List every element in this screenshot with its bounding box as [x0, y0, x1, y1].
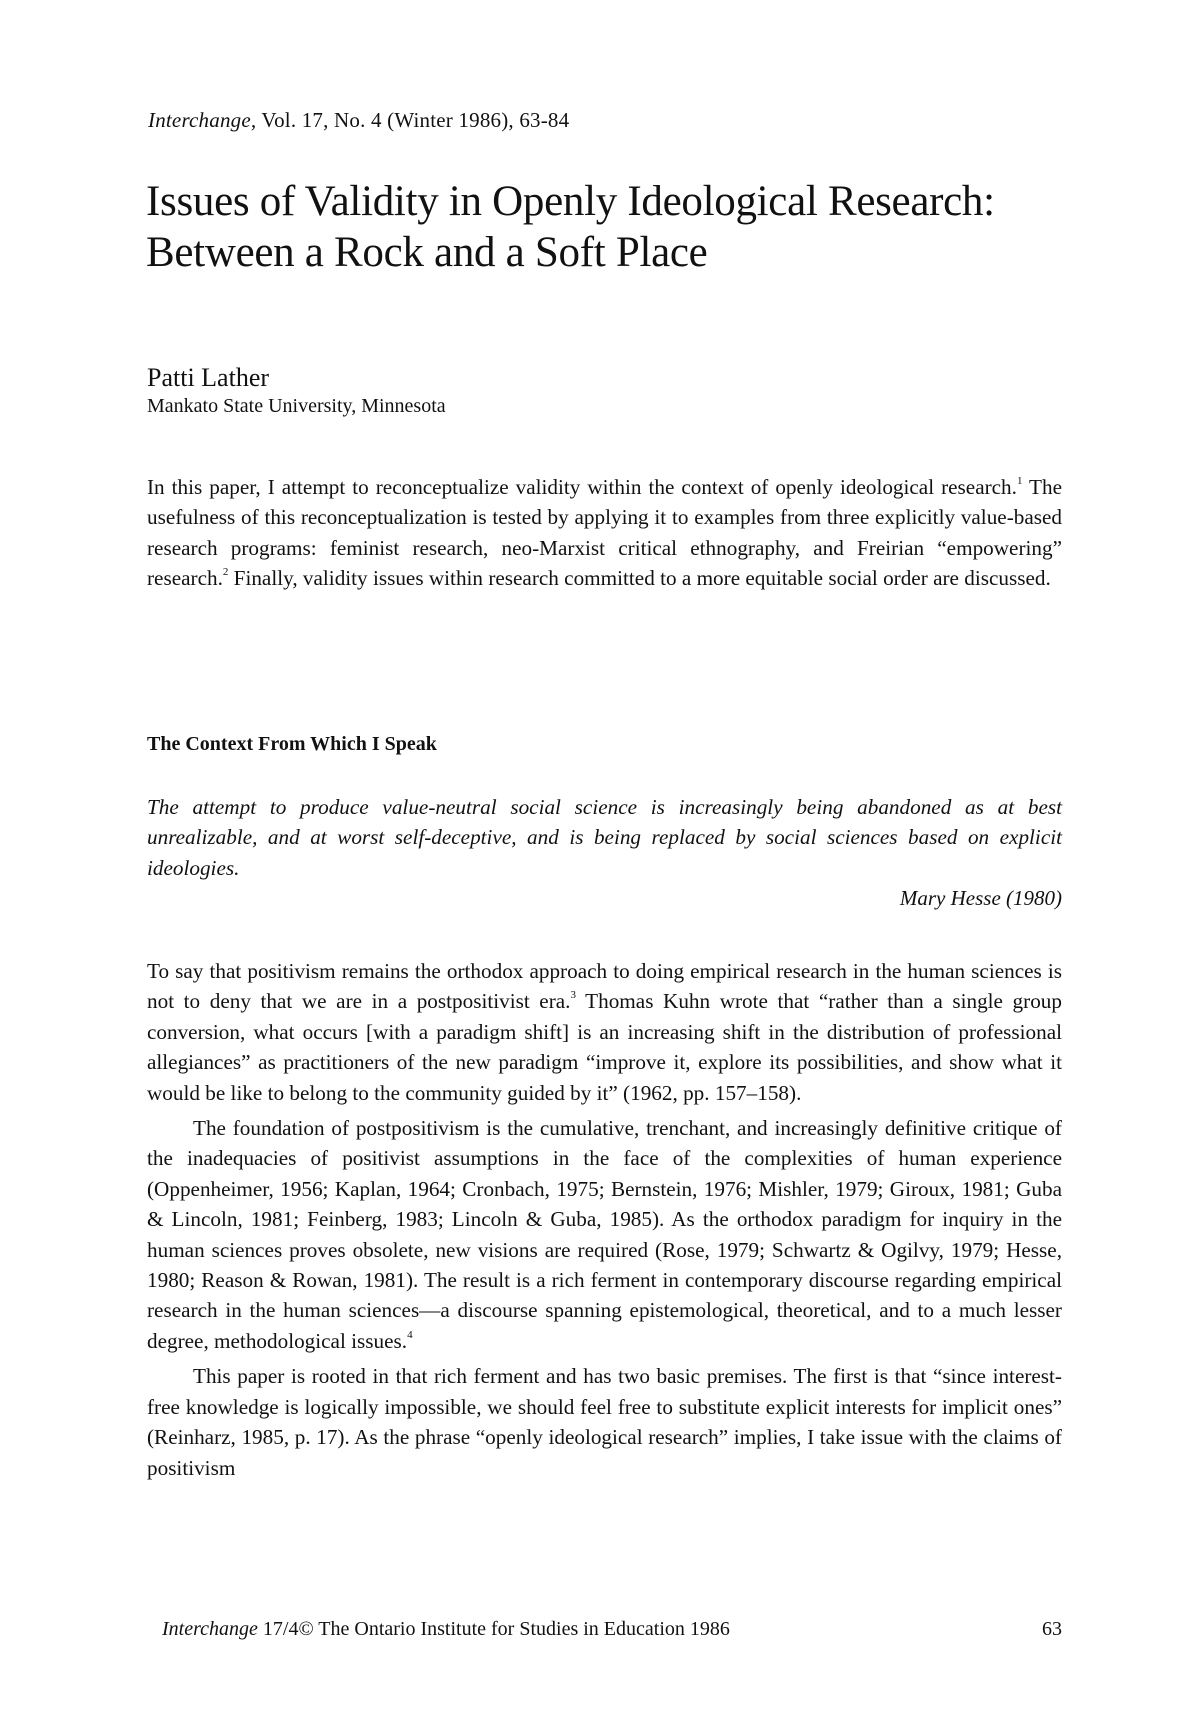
abstract — [147, 472, 1062, 594]
paragraph-2-text: The foundation of postpositivism is the cumulative, trenchant, and increasingly definitive critique of the inadequacies of positivist assumptions in the face of the complexities of human experience (Oppenheimer, 1956; Kaplan, 1964; Cronbach, 1975; Bernstein, 1976; Mishler, 1979; Giroux, 1981; Guba & Lincoln, 1981; Feinberg, 1983; Lincoln & Guba, 1985). As the orthodox paradigm for inquiry in the human sciences proves obsolete, new visions are required (Rose, 1979; Schwartz & Ogilvy, 1979; Hesse, 1980; Reason & Rowan, 1981). The result is a rich ferment in contemporary discourse regarding empirical research in the human sciences—a discourse spanning epistemological, theoretical, and to a much lesser degree, methodological issues. — [147, 1116, 1062, 1353]
paragraph-1 — [147, 956, 1062, 1108]
author-name: Patti Lather — [147, 363, 270, 392]
running-head — [148, 108, 569, 133]
paragraph-1-text-b: Thomas Kuhn wrote that “rather than a single group conversion, what occurs [with a paradigm shift] is an increasing shift in the distribution of professional allegiances” as practitioners of the new paradigm “improve it, explore its possibilities, and show what it would be like to belong to the community guided by it” (1962, pp. 157–158). — [147, 989, 1062, 1105]
paragraph-1-text-a: To say that positivism remains the orthodox approach to doing empirical research in the human sciences is not to deny that we are in a postpositivist era. — [147, 959, 1062, 1014]
abstract-text-1: In this paper, I attempt to reconceptualize validity within the context of openly ideological research. — [147, 475, 1017, 499]
footnote-ref-1: 1 — [1016, 474, 1023, 487]
footnote-ref-3: 3 — [570, 989, 576, 1002]
paragraph-3: This paper is rooted in that rich ferment and has two basic premises. The first is that “since interest-free knowledge is logically impossible, we should feel free to substitute explicit interests for implicit ones” (Reinharz, 1985, p. 17). As the phrase “openly ideological research” implies, I take issue with the claims of positivism — [147, 1364, 1062, 1480]
author-affiliation: Mankato State University, Minnesota — [147, 395, 446, 417]
journal-name: Interchange, — [148, 108, 257, 132]
page-number: 63 — [1042, 1618, 1062, 1640]
abstract-text-2: The usefulness of this reconceptualization is tested by applying it to examples from three explicitly value-based research programs: feminist research, neo-Marxist critical ethnography, and Freirian “empowering” research. — [147, 475, 1062, 591]
section-heading: The Context From Which I Speak — [147, 733, 437, 755]
footer-copyright: 17/4© The Ontario Institute for Studies in Education 1986 — [262, 1618, 730, 1640]
epigraph-source: Mary Hesse (1980) — [899, 886, 1062, 910]
page-footer — [162, 1618, 730, 1641]
footnote-ref-4: 4 — [407, 1328, 413, 1341]
journal-citation: Vol. 17, No. 4 (Winter 1986), 63-84 — [261, 108, 570, 132]
abstract-text-3: Finally, validity issues within research committed to a more equitable social order are discussed. — [228, 566, 1051, 591]
epigraph-quote: The attempt to produce value-neutral social science is increasingly being abandoned as at best unrealizable, and at worst self-deceptive, and is being replaced by social sciences based on explicit ideologies. — [147, 795, 1062, 880]
footnote-ref-2: 2 — [222, 566, 229, 579]
paragraph-2 — [147, 1113, 1062, 1356]
footer-journal: Interchange — [162, 1618, 258, 1640]
body-text — [147, 956, 1062, 1488]
paper-title: Issues of Validity in Openly Ideological Research: Between a Rock and a Soft Place — [146, 178, 995, 276]
